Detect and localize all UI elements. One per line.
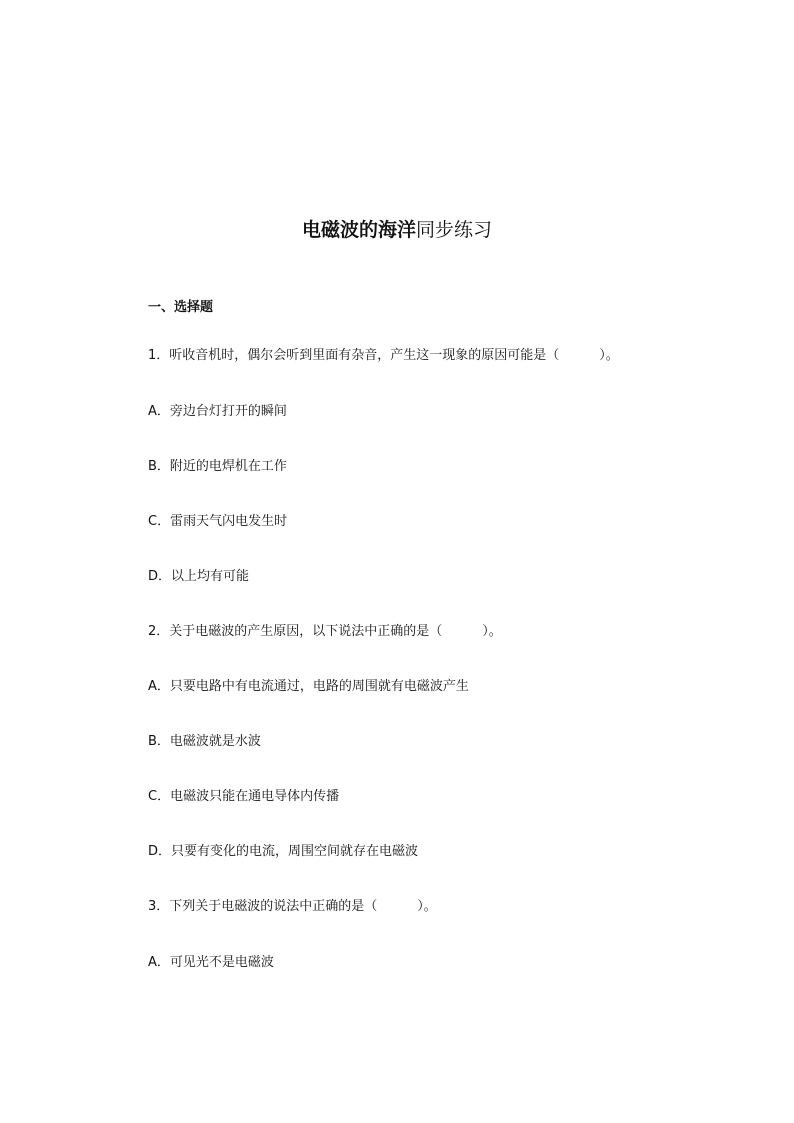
question-1-option-b: B．附近的电焊机在工作 — [148, 459, 287, 474]
question-1-stem-text: 1．听收音机时，偶尔会听到里面有杂音，产生这一现象的原因可能是（ — [148, 348, 560, 363]
question-1-option-a: A．旁边台灯打开的瞬间 — [148, 404, 287, 419]
question-2-stem-text: 2．关于电磁波的产生原因，以下说法中正确的是（ — [148, 624, 443, 639]
question-3-stem — [148, 898, 437, 916]
question-3-option-a: A．可见光不是电磁波 — [148, 955, 274, 970]
question-1-stem-end: ）。 — [599, 348, 619, 363]
question-3-stem-text: 3．下列关于电磁波的说法中正确的是（ — [148, 899, 378, 914]
title-suffix: 同步练习 — [416, 219, 493, 241]
question-2-stem-end: ）。 — [482, 624, 502, 639]
question-1-option-c: C．雷雨天气闪电发生时 — [148, 514, 288, 529]
question-3-stem-end: ）。 — [417, 899, 437, 914]
question-2-option-b: B．电磁波就是水波 — [148, 734, 261, 749]
question-1-option-d: D．以上均有可能 — [148, 569, 250, 584]
question-2-option-a: A．只要电路中有电流通过，电路的周围就有电磁波产生 — [148, 679, 469, 694]
question-2-stem — [148, 623, 502, 641]
document-title — [0, 218, 794, 242]
question-2-option-c: C．电磁波只能在通电导体内传播 — [148, 789, 340, 804]
question-1-stem — [148, 347, 619, 365]
question-2-option-d: D．只要有变化的电流，周围空间就存在电磁波 — [148, 844, 419, 859]
section-heading: 一、选择题 — [148, 300, 214, 315]
title-main-bold: 电磁波的海洋 — [301, 219, 416, 241]
